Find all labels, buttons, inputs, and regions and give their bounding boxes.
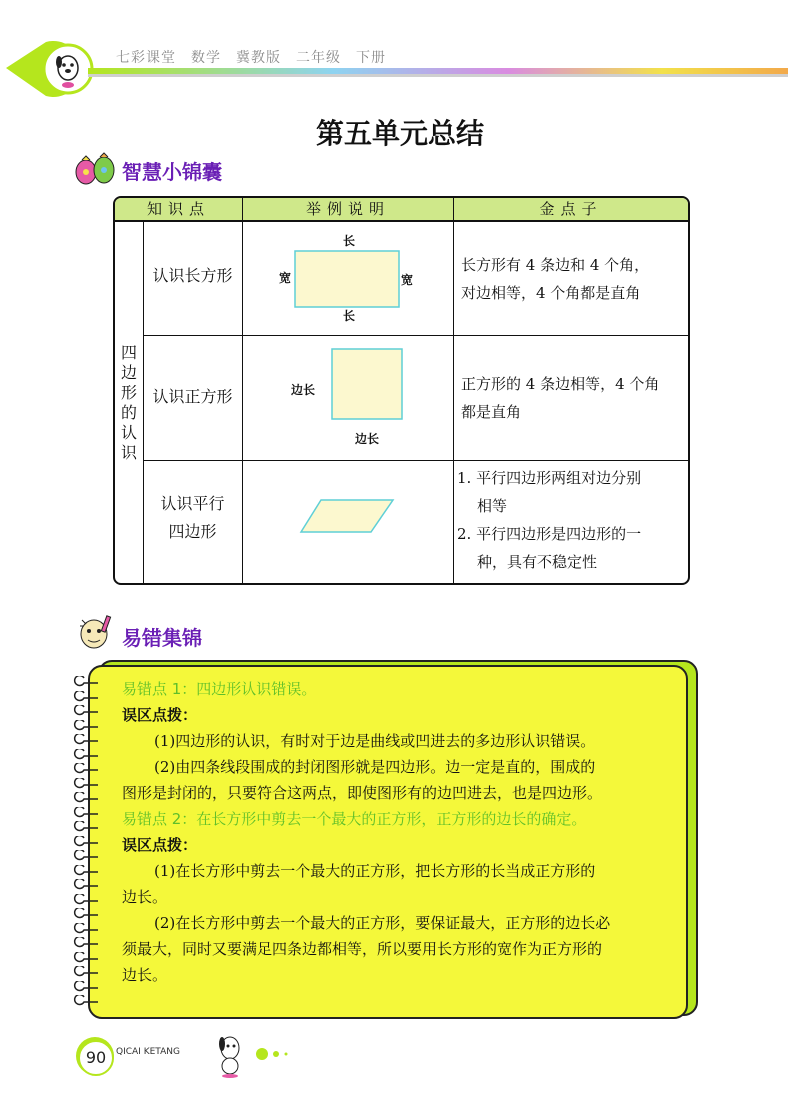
rect-label-right: 宽: [401, 273, 414, 287]
tip-parallelogram-2: 相等: [477, 497, 508, 515]
spiral-ring: [72, 995, 100, 1008]
rect-label-bottom: 长: [343, 309, 356, 323]
spiral-ring: [72, 836, 100, 849]
spiral-ring: [72, 981, 100, 994]
header-tips: 金点子: [539, 200, 603, 218]
mistake-1-line-3: 图形是封闭的，只要符合这两点，即使图形有的边凹进去，也是四边形。: [122, 784, 603, 802]
analysis-label-1: 误区点拨：: [122, 706, 198, 724]
topic-square: 认识正方形: [152, 387, 233, 406]
mistake-2-line-3: (2)在长方形中剪去一个最大的正方形，要保证最大，正方形的边长必: [154, 914, 611, 932]
spiral-ring: [72, 850, 100, 863]
spiral-ring: [72, 720, 100, 733]
spiral-ring: [72, 937, 100, 950]
rect-label-left: 宽: [279, 271, 292, 285]
spiral-ring: [72, 807, 100, 820]
mistake-1-line-1: (1)四边形的认识，有时对于边是曲线或凹进去的多边形认识错误。: [154, 732, 596, 750]
tip-parallelogram-1: 1. 平行四边形两组对边分别: [457, 469, 642, 487]
header-knowledge: 知识点: [146, 200, 210, 218]
table-header: [115, 198, 688, 222]
topic-parallelogram-1: 认识平行: [160, 494, 225, 513]
mascot-pencil-icon: [74, 612, 114, 652]
spiral-ring: [72, 792, 100, 805]
square-label-bottom: 边长: [355, 432, 380, 446]
page-title: 第五单元总结: [315, 117, 484, 150]
tip-square-2: 都是直角: [461, 403, 522, 421]
spiral-ring: [72, 676, 100, 689]
spiral-ring: [72, 691, 100, 704]
group-label: 四边形的认识: [120, 343, 137, 462]
mistake-2-line-4: 须最大，同时又要满足四条边都相等，所以要用长方形的宽作为正方形的: [122, 940, 603, 958]
tip-square-1: 正方形的 4 条边相等，4 个角: [461, 375, 660, 393]
mistake-1-title: 易错点 1：四边形认识错误。: [122, 680, 317, 698]
mistake-2-line-1: (1)在长方形中剪去一个最大的正方形，把长方形的长当成正方形的: [154, 862, 596, 880]
spiral-ring: [72, 923, 100, 936]
section-title-tips: 智慧小锦囊: [122, 160, 222, 184]
spiral-ring: [72, 865, 100, 878]
footer-brand: QICAI KETANG: [116, 1047, 180, 1057]
header-text: 七彩课堂 数学 冀教版 二年级 下册: [116, 50, 386, 66]
spiral-ring: [72, 952, 100, 965]
summary-table: [113, 196, 690, 585]
mistake-2-line-5: 边长。: [122, 966, 168, 984]
mistake-1-line-2: (2)由四条线段围成的封闭图形就是四边形。边一定是直的，围成的: [154, 758, 596, 776]
mistake-2-title: 易错点 2：在长方形中剪去一个最大的正方形，正方形的边长的确定。: [122, 810, 587, 828]
parallelogram-diagram: [299, 498, 395, 534]
rect-label-top: 长: [343, 234, 356, 248]
spiral-ring: [72, 908, 100, 921]
spiral-ring: [72, 821, 100, 834]
section-title-mistakes: 易错集锦: [122, 626, 202, 650]
topic-rectangle: 认识长方形: [152, 266, 233, 285]
rectangle-diagram: [294, 250, 400, 308]
footer-mascot-icon: [212, 1032, 302, 1078]
square-diagram: [331, 348, 403, 420]
spiral-ring: [72, 778, 100, 791]
header-rule: [88, 74, 788, 77]
spiral-ring: [72, 763, 100, 776]
page-number: 90: [78, 1040, 114, 1076]
square-label-left: 边长: [291, 383, 316, 397]
header-example: 举例说明: [305, 200, 390, 218]
mistake-2-line-2: 边长。: [122, 888, 168, 906]
tip-parallelogram-4: 种，具有不稳定性: [477, 553, 598, 571]
topic-parallelogram-2: 四边形: [168, 522, 217, 541]
tip-rectangle-1: 长方形有 4 条边和 4 个角，: [461, 256, 650, 274]
analysis-label-2: 误区点拨：: [122, 836, 198, 854]
spiral-ring: [72, 734, 100, 747]
spiral-ring: [72, 705, 100, 718]
spiral-ring: [72, 749, 100, 762]
tip-parallelogram-3: 2. 平行四边形是四边形的一: [457, 525, 642, 543]
tip-rectangle-2: 对边相等，4 个角都是直角: [461, 284, 641, 302]
spiral-ring: [72, 879, 100, 892]
spiral-ring: [72, 966, 100, 979]
spiral-ring: [72, 894, 100, 907]
bags-icon: [74, 152, 118, 186]
